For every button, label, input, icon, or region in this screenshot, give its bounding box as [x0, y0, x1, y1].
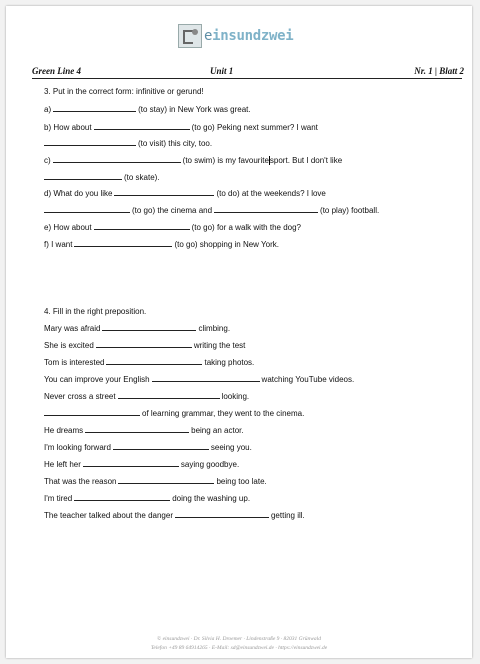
footer-address: © einsundzwei · Dr. Silvia H. Droemer · Lindenstraße 9 · 82031 Grünwald — [157, 636, 321, 642]
header-unit: Unit 1 — [210, 66, 234, 76]
item-text: Tom is interested — [44, 358, 105, 367]
answer-blank[interactable] — [44, 138, 136, 146]
header-book-title: Green Line 4 — [32, 66, 81, 76]
item-text: The teacher talked about the danger — [44, 511, 173, 520]
exercise-4-line — [44, 408, 304, 419]
exercise-4-line — [44, 340, 245, 351]
item-text: seeing you. — [210, 443, 252, 452]
item-text: You can improve your English — [44, 375, 150, 384]
exercise-3-title: 3. Put in the correct form: infinitive or gerund! — [44, 87, 204, 96]
exercise-4-line — [44, 391, 249, 402]
item-text: Mary was afraid — [44, 324, 101, 333]
answer-blank[interactable] — [114, 188, 214, 196]
logo-text — [204, 28, 293, 44]
answer-blank[interactable] — [175, 510, 269, 518]
header-sheet-number: Nr. 1 | Blatt 2 — [414, 66, 464, 76]
footer-contact: Telefon +49 89 64914265 · E-Mail: sd@einsundzwei.de · https://einsundzwei.de — [150, 645, 328, 651]
item-label: d) What do you like — [44, 189, 113, 198]
item-label: f) I want — [44, 240, 73, 249]
answer-blank[interactable] — [106, 357, 202, 365]
item-text: (to stay) in New York was great. — [138, 105, 251, 114]
exercise-3-line-f — [44, 239, 279, 250]
answer-blank[interactable] — [44, 205, 130, 213]
item-text: He dreams — [44, 426, 84, 435]
item-text: looking. — [221, 392, 250, 401]
item-label: e) How about — [44, 223, 92, 232]
exercise-3-line-a — [44, 104, 251, 115]
answer-blank[interactable] — [118, 391, 220, 399]
exercise-4-line — [44, 510, 305, 521]
item-text: writing the test — [193, 341, 246, 350]
item-text: doing the washing up. — [172, 494, 251, 503]
item-label: c) — [44, 156, 51, 165]
logo-prefix: e — [204, 28, 213, 44]
item-text: saying goodbye. — [180, 460, 240, 469]
item-text: (to do) at the weekends? I love — [216, 189, 326, 198]
exercise-3-line-c2 — [44, 172, 160, 183]
exercise-4-line — [44, 357, 254, 368]
answer-blank[interactable] — [113, 442, 209, 450]
item-text: (to visit) this city, too. — [138, 139, 213, 148]
logo-name: insundzwei — [212, 28, 294, 44]
item-text: He left her — [44, 460, 81, 469]
exercise-4-line — [44, 459, 239, 470]
worksheet-page — [6, 6, 472, 658]
header-divider — [32, 78, 462, 79]
exercise-3-line-d1 — [44, 188, 326, 199]
answer-blank[interactable] — [152, 374, 260, 382]
item-text: of learning grammar, they went to the cinema. — [142, 409, 305, 418]
exercise-3-line-c1 — [44, 155, 342, 166]
item-text: (to skate). — [124, 173, 160, 182]
answer-blank[interactable] — [53, 155, 181, 163]
item-text: She is excited — [44, 341, 94, 350]
answer-blank[interactable] — [214, 205, 318, 213]
exercise-4-line — [44, 323, 230, 334]
answer-blank[interactable] — [83, 459, 179, 467]
item-text: I'm looking forward — [44, 443, 111, 452]
item-text: That was the reason — [44, 477, 117, 486]
item-label: b) How about — [44, 123, 92, 132]
item-text: being too late. — [216, 477, 267, 486]
answer-blank[interactable] — [74, 493, 170, 501]
answer-blank[interactable] — [85, 425, 189, 433]
item-text: (to go) Peking next summer? I want — [191, 123, 318, 132]
exercise-3-line-b1 — [44, 122, 318, 133]
item-text: (to swim) is my favourite — [182, 156, 269, 165]
answer-blank[interactable] — [102, 323, 196, 331]
answer-blank[interactable] — [53, 104, 136, 112]
item-text: (to go) for a walk with the dog? — [191, 223, 301, 232]
item-text: I'm tired — [44, 494, 73, 503]
einsundzwei-logo — [178, 23, 293, 49]
item-text: being an actor. — [191, 426, 244, 435]
exercise-4-line — [44, 374, 354, 385]
answer-blank[interactable] — [96, 340, 192, 348]
item-text: taking photos. — [204, 358, 255, 367]
answer-blank[interactable] — [94, 122, 190, 130]
logo-icon — [178, 24, 202, 48]
item-text: (to play) football. — [320, 206, 380, 215]
item-text: sport. But I don't like — [269, 156, 343, 165]
item-text: watching YouTube videos. — [261, 375, 355, 384]
exercise-3-line-e — [44, 222, 301, 233]
exercise-4-line — [44, 476, 267, 487]
exercise-4-title: 4. Fill in the right preposition. — [44, 307, 147, 316]
item-text: (to go) the cinema and — [132, 206, 213, 215]
item-text: climbing. — [198, 324, 231, 333]
answer-blank[interactable] — [74, 239, 172, 247]
exercise-4-line — [44, 493, 250, 504]
exercise-3-line-b2 — [44, 138, 212, 149]
exercise-4-line — [44, 442, 252, 453]
answer-blank[interactable] — [44, 408, 140, 416]
item-text: getting ill. — [270, 511, 305, 520]
answer-blank[interactable] — [94, 222, 190, 230]
item-text: Never cross a street — [44, 392, 116, 401]
answer-blank[interactable] — [44, 172, 122, 180]
item-label: a) — [44, 105, 52, 114]
exercise-3-line-d2 — [44, 205, 379, 216]
item-text: (to go) shopping in New York. — [174, 240, 279, 249]
exercise-4-line — [44, 425, 244, 436]
answer-blank[interactable] — [118, 476, 214, 484]
